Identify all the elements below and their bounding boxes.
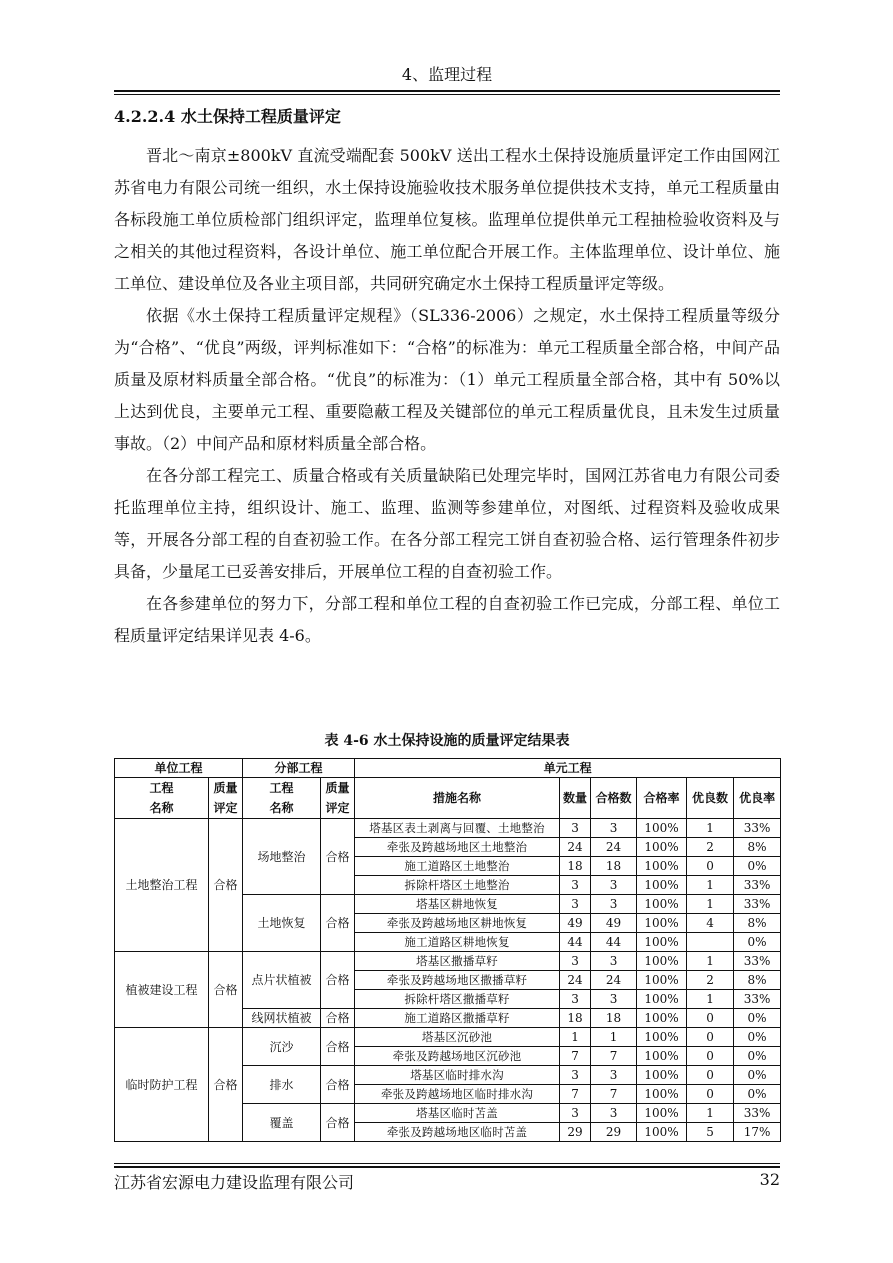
measure-cell: 施工道路区土地整治 — [355, 857, 560, 876]
unit-name-cell: 临时防护工程 — [115, 1028, 209, 1142]
excellent-count-cell: 0 — [687, 1009, 734, 1028]
unit-name-cell: 植被建设工程 — [115, 952, 209, 1028]
excellent-rate-cell: 0% — [734, 1066, 781, 1085]
excellent-count-cell: 1 — [687, 1104, 734, 1123]
excellent-count-cell: 1 — [687, 876, 734, 895]
pass-rate-cell: 100% — [637, 895, 687, 914]
pass-count-cell: 24 — [591, 838, 637, 857]
page-number: 32 — [759, 1170, 780, 1189]
group-header-elem: 单元工程 — [355, 759, 781, 778]
sub-name-cell: 土地恢复 — [243, 895, 321, 952]
pass-count-cell: 44 — [591, 933, 637, 952]
count-cell: 49 — [560, 914, 591, 933]
col-header-excellent-rate: 优良率 — [734, 778, 781, 819]
table-row — [115, 819, 781, 838]
count-cell: 3 — [560, 1104, 591, 1123]
col-header-sub-name: 工程 名称 — [243, 778, 321, 819]
pass-rate-cell: 100% — [637, 1123, 687, 1142]
pass-count-cell: 7 — [591, 1047, 637, 1066]
unit-name-cell: 土地整治工程 — [115, 819, 209, 952]
excellent-rate-cell: 33% — [734, 952, 781, 971]
count-cell: 3 — [560, 895, 591, 914]
footer-rule — [114, 1163, 780, 1164]
excellent-rate-cell: 0% — [734, 1047, 781, 1066]
pass-count-cell: 24 — [591, 971, 637, 990]
pass-rate-cell: 100% — [637, 971, 687, 990]
excellent-rate-cell: 33% — [734, 1104, 781, 1123]
col-header-sub-grade: 质量 评定 — [321, 778, 355, 819]
excellent-rate-cell: 0% — [734, 1085, 781, 1104]
pass-rate-cell: 100% — [637, 876, 687, 895]
excellent-rate-cell: 8% — [734, 971, 781, 990]
excellent-count-cell: 5 — [687, 1123, 734, 1142]
unit-grade-cell: 合格 — [209, 819, 243, 952]
pass-count-cell: 3 — [591, 1104, 637, 1123]
pass-rate-cell: 100% — [637, 1009, 687, 1028]
table-row — [115, 1028, 781, 1047]
count-cell: 18 — [560, 857, 591, 876]
count-cell: 44 — [560, 933, 591, 952]
group-header-sub: 分部工程 — [243, 759, 355, 778]
excellent-rate-cell: 0% — [734, 1028, 781, 1047]
excellent-rate-cell: 33% — [734, 819, 781, 838]
excellent-rate-cell: 33% — [734, 990, 781, 1009]
excellent-rate-cell: 33% — [734, 876, 781, 895]
excellent-rate-cell: 8% — [734, 838, 781, 857]
pass-rate-cell: 100% — [637, 952, 687, 971]
col-header-pass-rate: 合格率 — [637, 778, 687, 819]
measure-cell: 塔基区临时苫盖 — [355, 1104, 560, 1123]
measure-cell: 施工道路区撒播草籽 — [355, 1009, 560, 1028]
count-cell: 29 — [560, 1123, 591, 1142]
sub-name-cell: 点片状植被 — [243, 952, 321, 1009]
section-heading: 4.2.2.4 水土保持工程质量评定 — [114, 107, 341, 126]
measure-cell: 拆除杆塔区土地整治 — [355, 876, 560, 895]
excellent-rate-cell: 0% — [734, 933, 781, 952]
count-cell: 7 — [560, 1085, 591, 1104]
measure-cell: 拆除杆塔区撒播草籽 — [355, 990, 560, 1009]
running-header: 4、监理过程 — [401, 65, 493, 84]
pass-rate-cell: 100% — [637, 819, 687, 838]
header-rule — [114, 90, 780, 92]
measure-cell: 塔基区耕地恢复 — [355, 895, 560, 914]
sub-grade-cell: 合格 — [321, 819, 355, 895]
col-header-unit-grade: 质量 评定 — [209, 778, 243, 819]
measure-cell: 施工道路区耕地恢复 — [355, 933, 560, 952]
body-text — [114, 140, 780, 652]
excellent-count-cell: 1 — [687, 952, 734, 971]
measure-cell: 牵张及跨越场地区临时苫盖 — [355, 1123, 560, 1142]
excellent-count-cell: 0 — [687, 1028, 734, 1047]
unit-grade-cell: 合格 — [209, 952, 243, 1028]
col-header-count: 数量 — [560, 778, 591, 819]
sub-name-cell: 场地整治 — [243, 819, 321, 895]
measure-cell: 塔基区撒播草籽 — [355, 952, 560, 971]
sub-name-cell: 线网状植被 — [243, 1009, 321, 1028]
pass-count-cell: 3 — [591, 1066, 637, 1085]
count-cell: 7 — [560, 1047, 591, 1066]
table-body — [115, 819, 781, 1142]
pass-count-cell: 3 — [591, 990, 637, 1009]
measure-cell: 塔基区临时排水沟 — [355, 1066, 560, 1085]
pass-rate-cell: 100% — [637, 1028, 687, 1047]
pass-rate-cell: 100% — [637, 1085, 687, 1104]
excellent-count-cell: 2 — [687, 971, 734, 990]
paragraph: 晋北～南京±800kV 直流受端配套 500kV 送出工程水土保持设施质量评定工作由国网江苏省电力有限公司统一组织，水土保持设施验收技术服务单位提供技术支持，单元工程质量由各标段施工单位质检部门组织评定，监理单位复核。监理单位提供单元工程抽检验收资料及与之相关的其他过程资料，各设计单位、施工单位配合开展工作。主体监理单位、设计单位、施工单位、建设单位及各业主项目部，共同研究确定水土保持工程质量评定等级。 — [114, 146, 780, 293]
pass-count-cell: 49 — [591, 914, 637, 933]
count-cell: 24 — [560, 838, 591, 857]
sub-grade-cell: 合格 — [321, 1009, 355, 1028]
excellent-count-cell: 4 — [687, 914, 734, 933]
excellent-count-cell: 2 — [687, 838, 734, 857]
sub-grade-cell: 合格 — [321, 1066, 355, 1104]
measure-cell: 牵张及跨越场地区土地整治 — [355, 838, 560, 857]
pass-count-cell: 29 — [591, 1123, 637, 1142]
count-cell: 1 — [560, 1028, 591, 1047]
count-cell: 3 — [560, 952, 591, 971]
col-header-excellent-count: 优良数 — [687, 778, 734, 819]
excellent-count-cell: 0 — [687, 857, 734, 876]
footer-rule-thick — [114, 1166, 780, 1168]
pass-count-cell: 7 — [591, 1085, 637, 1104]
paragraph: 依据《水土保持工程质量评定规程》（SL336-2006）之规定，水土保持工程质量等级分为“合格”、“优良”两级，评判标准如下：“合格”的标准为：单元工程质量全部合格，中间产品质量及原材料质量全部合格。“优良”的标准为：（1）单元工程质量全部合格，其中有 50%以上达到优良，主要单元工程、重要隐蔽工程及关键部位的单元工程质量优良，且未发生过质量事故。（2）中间产品和原材料质量全部合格。 — [114, 306, 780, 453]
pass-rate-cell: 100% — [637, 1104, 687, 1123]
pass-count-cell: 18 — [591, 857, 637, 876]
measure-cell: 塔基区沉砂池 — [355, 1028, 560, 1047]
col-header-measure: 措施名称 — [355, 778, 560, 819]
sub-name-cell: 覆盖 — [243, 1104, 321, 1142]
sub-grade-cell: 合格 — [321, 1028, 355, 1066]
count-cell: 3 — [560, 819, 591, 838]
sub-grade-cell: 合格 — [321, 1104, 355, 1142]
col-header-pass-count: 合格数 — [591, 778, 637, 819]
table-row — [115, 952, 781, 971]
count-cell: 18 — [560, 1009, 591, 1028]
header-rule-thin — [114, 94, 780, 95]
pass-count-cell: 3 — [591, 952, 637, 971]
excellent-rate-cell: 0% — [734, 1009, 781, 1028]
excellent-count-cell: 0 — [687, 1047, 734, 1066]
measure-cell: 牵张及跨越场地区临时排水沟 — [355, 1085, 560, 1104]
excellent-count-cell: 1 — [687, 819, 734, 838]
pass-rate-cell: 100% — [637, 933, 687, 952]
col-header-unit-name: 工程 名称 — [115, 778, 209, 819]
pass-rate-cell: 100% — [637, 1047, 687, 1066]
count-cell: 24 — [560, 971, 591, 990]
pass-count-cell: 3 — [591, 819, 637, 838]
paragraph: 在各分部工程完工、质量合格或有关质量缺陷已处理完毕时，国网江苏省电力有限公司委托监理单位主持，组织设计、施工、监理、监测等参建单位，对图纸、过程资料及验收成果等，开展各分部工程的自查初验工作。在各分部工程完工饼自查初验合格、运行管理条件初步具备，少量尾工已妥善安排后，开展单位工程的自查初验工作。 — [114, 466, 780, 581]
measure-cell: 牵张及跨越场地区沉砂池 — [355, 1047, 560, 1066]
excellent-count-cell: 1 — [687, 895, 734, 914]
pass-rate-cell: 100% — [637, 1066, 687, 1085]
pass-count-cell: 18 — [591, 1009, 637, 1028]
unit-grade-cell: 合格 — [209, 1028, 243, 1142]
excellent-rate-cell: 0% — [734, 857, 781, 876]
count-cell: 3 — [560, 990, 591, 1009]
excellent-rate-cell: 33% — [734, 895, 781, 914]
measure-cell: 牵张及跨越场地区撒播草籽 — [355, 971, 560, 990]
table-caption: 表 4-6 水土保持设施的质量评定结果表 — [324, 733, 570, 749]
sub-name-cell: 排水 — [243, 1066, 321, 1104]
count-cell: 3 — [560, 876, 591, 895]
footer-company: 江苏省宏源电力建设监理有限公司 — [114, 1173, 355, 1192]
pass-rate-cell: 100% — [637, 914, 687, 933]
sub-grade-cell: 合格 — [321, 952, 355, 1009]
group-header-unit: 单位工程 — [115, 759, 243, 778]
pass-rate-cell: 100% — [637, 838, 687, 857]
sub-grade-cell: 合格 — [321, 895, 355, 952]
excellent-rate-cell: 17% — [734, 1123, 781, 1142]
excellent-rate-cell: 8% — [734, 914, 781, 933]
pass-count-cell: 3 — [591, 876, 637, 895]
pass-rate-cell: 100% — [637, 857, 687, 876]
paragraph: 在各参建单位的努力下，分部工程和单位工程的自查初验工作已完成，分部工程、单位工程质量评定结果详见表 4-6。 — [114, 594, 780, 645]
quality-assessment-table — [114, 758, 781, 1142]
excellent-count-cell — [687, 933, 734, 952]
pass-count-cell: 3 — [591, 895, 637, 914]
pass-rate-cell: 100% — [637, 990, 687, 1009]
excellent-count-cell: 0 — [687, 1085, 734, 1104]
measure-cell: 塔基区表土剥离与回覆、土地整治 — [355, 819, 560, 838]
excellent-count-cell: 1 — [687, 990, 734, 1009]
measure-cell: 牵张及跨越场地区耕地恢复 — [355, 914, 560, 933]
sub-name-cell: 沉沙 — [243, 1028, 321, 1066]
count-cell: 3 — [560, 1066, 591, 1085]
pass-count-cell: 1 — [591, 1028, 637, 1047]
excellent-count-cell: 0 — [687, 1066, 734, 1085]
